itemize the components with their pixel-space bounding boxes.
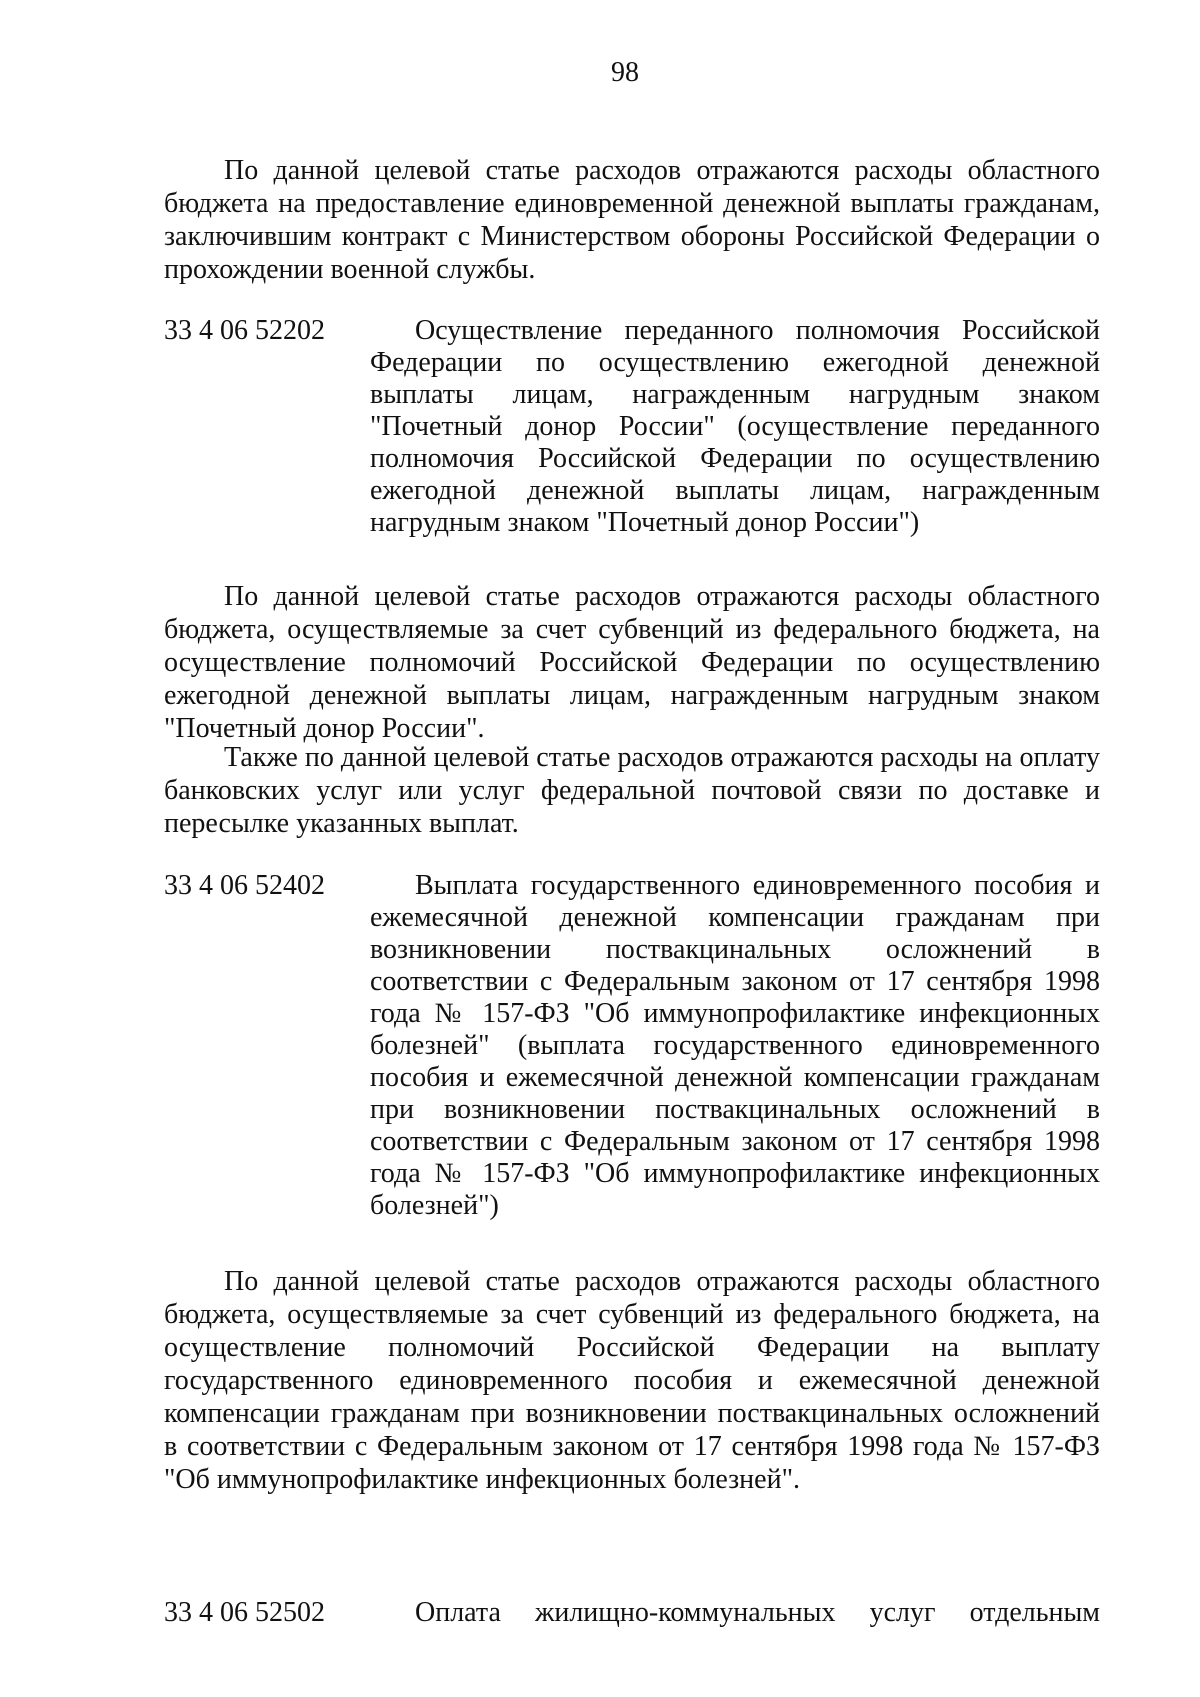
paragraph: По данной целевой статье расходов отражаются расходы областного бюджета на предоставление единовременной денежной выплаты гражданам, заключившим контракт с Министерством обороны Российской Федерации о прохождении военной службы.: [164, 155, 1100, 285]
budget-code: 33 4 06 52402: [164, 870, 325, 901]
budget-code-entry: [164, 315, 1100, 539]
page-number: 98: [611, 57, 639, 88]
budget-code-description: Осуществление переданного полномочия Российской Федерации по осуществлению ежегодной денежной выплаты лицам, награжденным нагрудным знаком "Почетный донор России" (осуществление переданного полномочия Российской Федерации по осуществлению ежегодной денежной выплаты лицам, награжденным нагрудным знаком "Почетный донор России"): [370, 315, 1100, 538]
budget-code-entry: [164, 1597, 1100, 1629]
paragraph: По данной целевой статье расходов отражаются расходы областного бюджета, осуществляемые за счет субвенций из федерального бюджета, на осуществление полномочий Российской Федерации по осуществлению ежегодной денежной выплаты лицам, награжденным нагрудным знаком "Почетный донор России".: [164, 581, 1100, 744]
budget-code-description: Выплата государственного единовременного пособия и ежемесячной денежной компенсации гражданам при возникновении поствакцинальных осложнений в соответствии с Федеральным законом от 17 сентября 1998 года № 157-ФЗ "Об иммунопрофилактике инфекционных болезней" (выплата государственного единовременного пособия и ежемесячной денежной компенсации гражданам при возникновении поствакцинальных осложнений в соответствии с Федеральным законом от 17 сентября 1998 года № 157-ФЗ "Об иммунопрофилактике инфекционных болезней"): [370, 870, 1100, 1221]
paragraph: По данной целевой статье расходов отражаются расходы областного бюджета, осуществляемые за счет субвенций из федерального бюджета, на осуществление полномочий Российской Федерации на выплату государственного единовременного пособия и ежемесячной денежной компенсации гражданам при возникновении поствакцинальных осложнений в соответствии с Федеральным законом от 17 сентября 1998 года № 157-ФЗ "Об иммунопрофилактике инфекционных болезней".: [164, 1266, 1100, 1495]
paragraph: Также по данной целевой статье расходов отражаются расходы на оплату банковских услуг или услуг федеральной почтовой связи по доставке и пересылке указанных выплат.: [164, 742, 1100, 839]
budget-code-entry: [164, 870, 1100, 1222]
budget-code-description: Оплата жилищно-коммунальных услуг отдельным: [415, 1597, 1100, 1628]
budget-code: 33 4 06 52502: [164, 1597, 325, 1628]
budget-code: 33 4 06 52202: [164, 315, 325, 346]
